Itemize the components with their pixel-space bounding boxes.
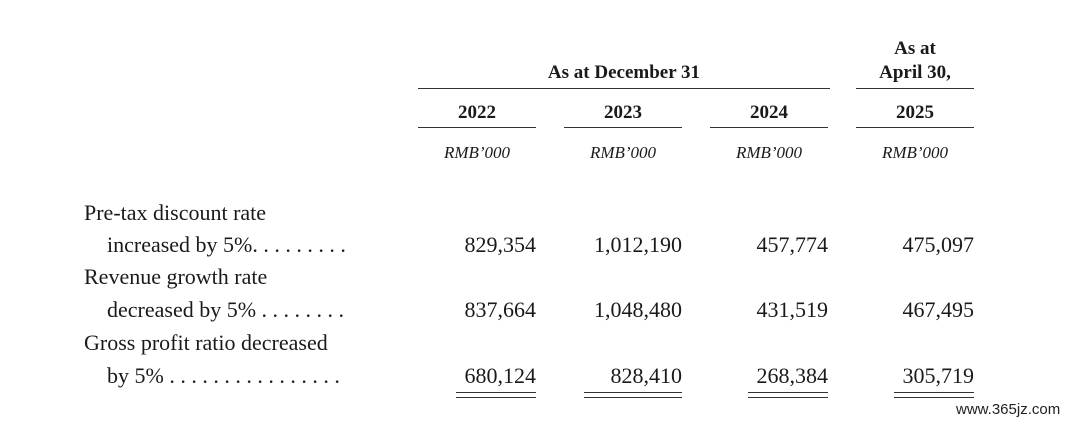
april-header-line1: As at [894, 38, 936, 59]
year-rule-2023 [564, 127, 682, 128]
total-double-rule-2022 [456, 392, 536, 398]
cell-revenue-2022: 837,664 [464, 297, 536, 322]
group-header: As at December 31 [547, 62, 701, 83]
total-double-rule-2025 [894, 392, 974, 398]
april-header-rule [856, 88, 974, 89]
cell-pretax-2025: 475,097 [902, 232, 974, 257]
cell-revenue-2025: 467,495 [902, 297, 974, 322]
row-label-pretax-discount-cont: increased by 5%. . . . . . . . . [107, 232, 346, 257]
year-header-2025: 2025 [896, 102, 934, 123]
row-label-pretax-discount: Pre-tax discount rate [84, 200, 267, 225]
total-double-rule-2023 [584, 392, 682, 398]
april-header-line2: April 30, [879, 62, 951, 83]
row-label-gross-profit-cont: by 5% . . . . . . . . . . . . . . . . [107, 363, 340, 388]
year-header-2023: 2023 [604, 102, 642, 123]
total-double-rule-2024 [748, 392, 828, 398]
watermark: www.365jz.com [956, 401, 1061, 418]
year-rule-2022 [418, 127, 536, 128]
cell-revenue-2024: 431,519 [756, 297, 828, 322]
year-header-2022: 2022 [458, 102, 496, 123]
cell-revenue-2023: 1,048,480 [594, 297, 682, 322]
group-header-rule [418, 88, 830, 89]
year-rule-2025 [856, 127, 974, 128]
cell-gross-2024: 268,384 [756, 363, 828, 388]
unit-2024: RMB’000 [735, 143, 803, 162]
year-rule-2024 [710, 127, 828, 128]
unit-2025: RMB’000 [881, 143, 949, 162]
cell-pretax-2024: 457,774 [756, 232, 828, 257]
row-label-revenue-growth: Revenue growth rate [84, 264, 268, 289]
cell-pretax-2022: 829,354 [464, 232, 536, 257]
cell-gross-2022: 680,124 [464, 363, 536, 388]
cell-gross-2023: 828,410 [610, 363, 682, 388]
row-label-revenue-growth-cont: decreased by 5% . . . . . . . . [107, 297, 345, 322]
year-header-2024: 2024 [750, 102, 788, 123]
cell-gross-2025: 305,719 [902, 363, 974, 388]
cell-pretax-2023: 1,012,190 [594, 232, 682, 257]
row-label-gross-profit: Gross profit ratio decreased [84, 330, 328, 355]
unit-2023: RMB’000 [589, 143, 657, 162]
unit-2022: RMB’000 [443, 143, 511, 162]
